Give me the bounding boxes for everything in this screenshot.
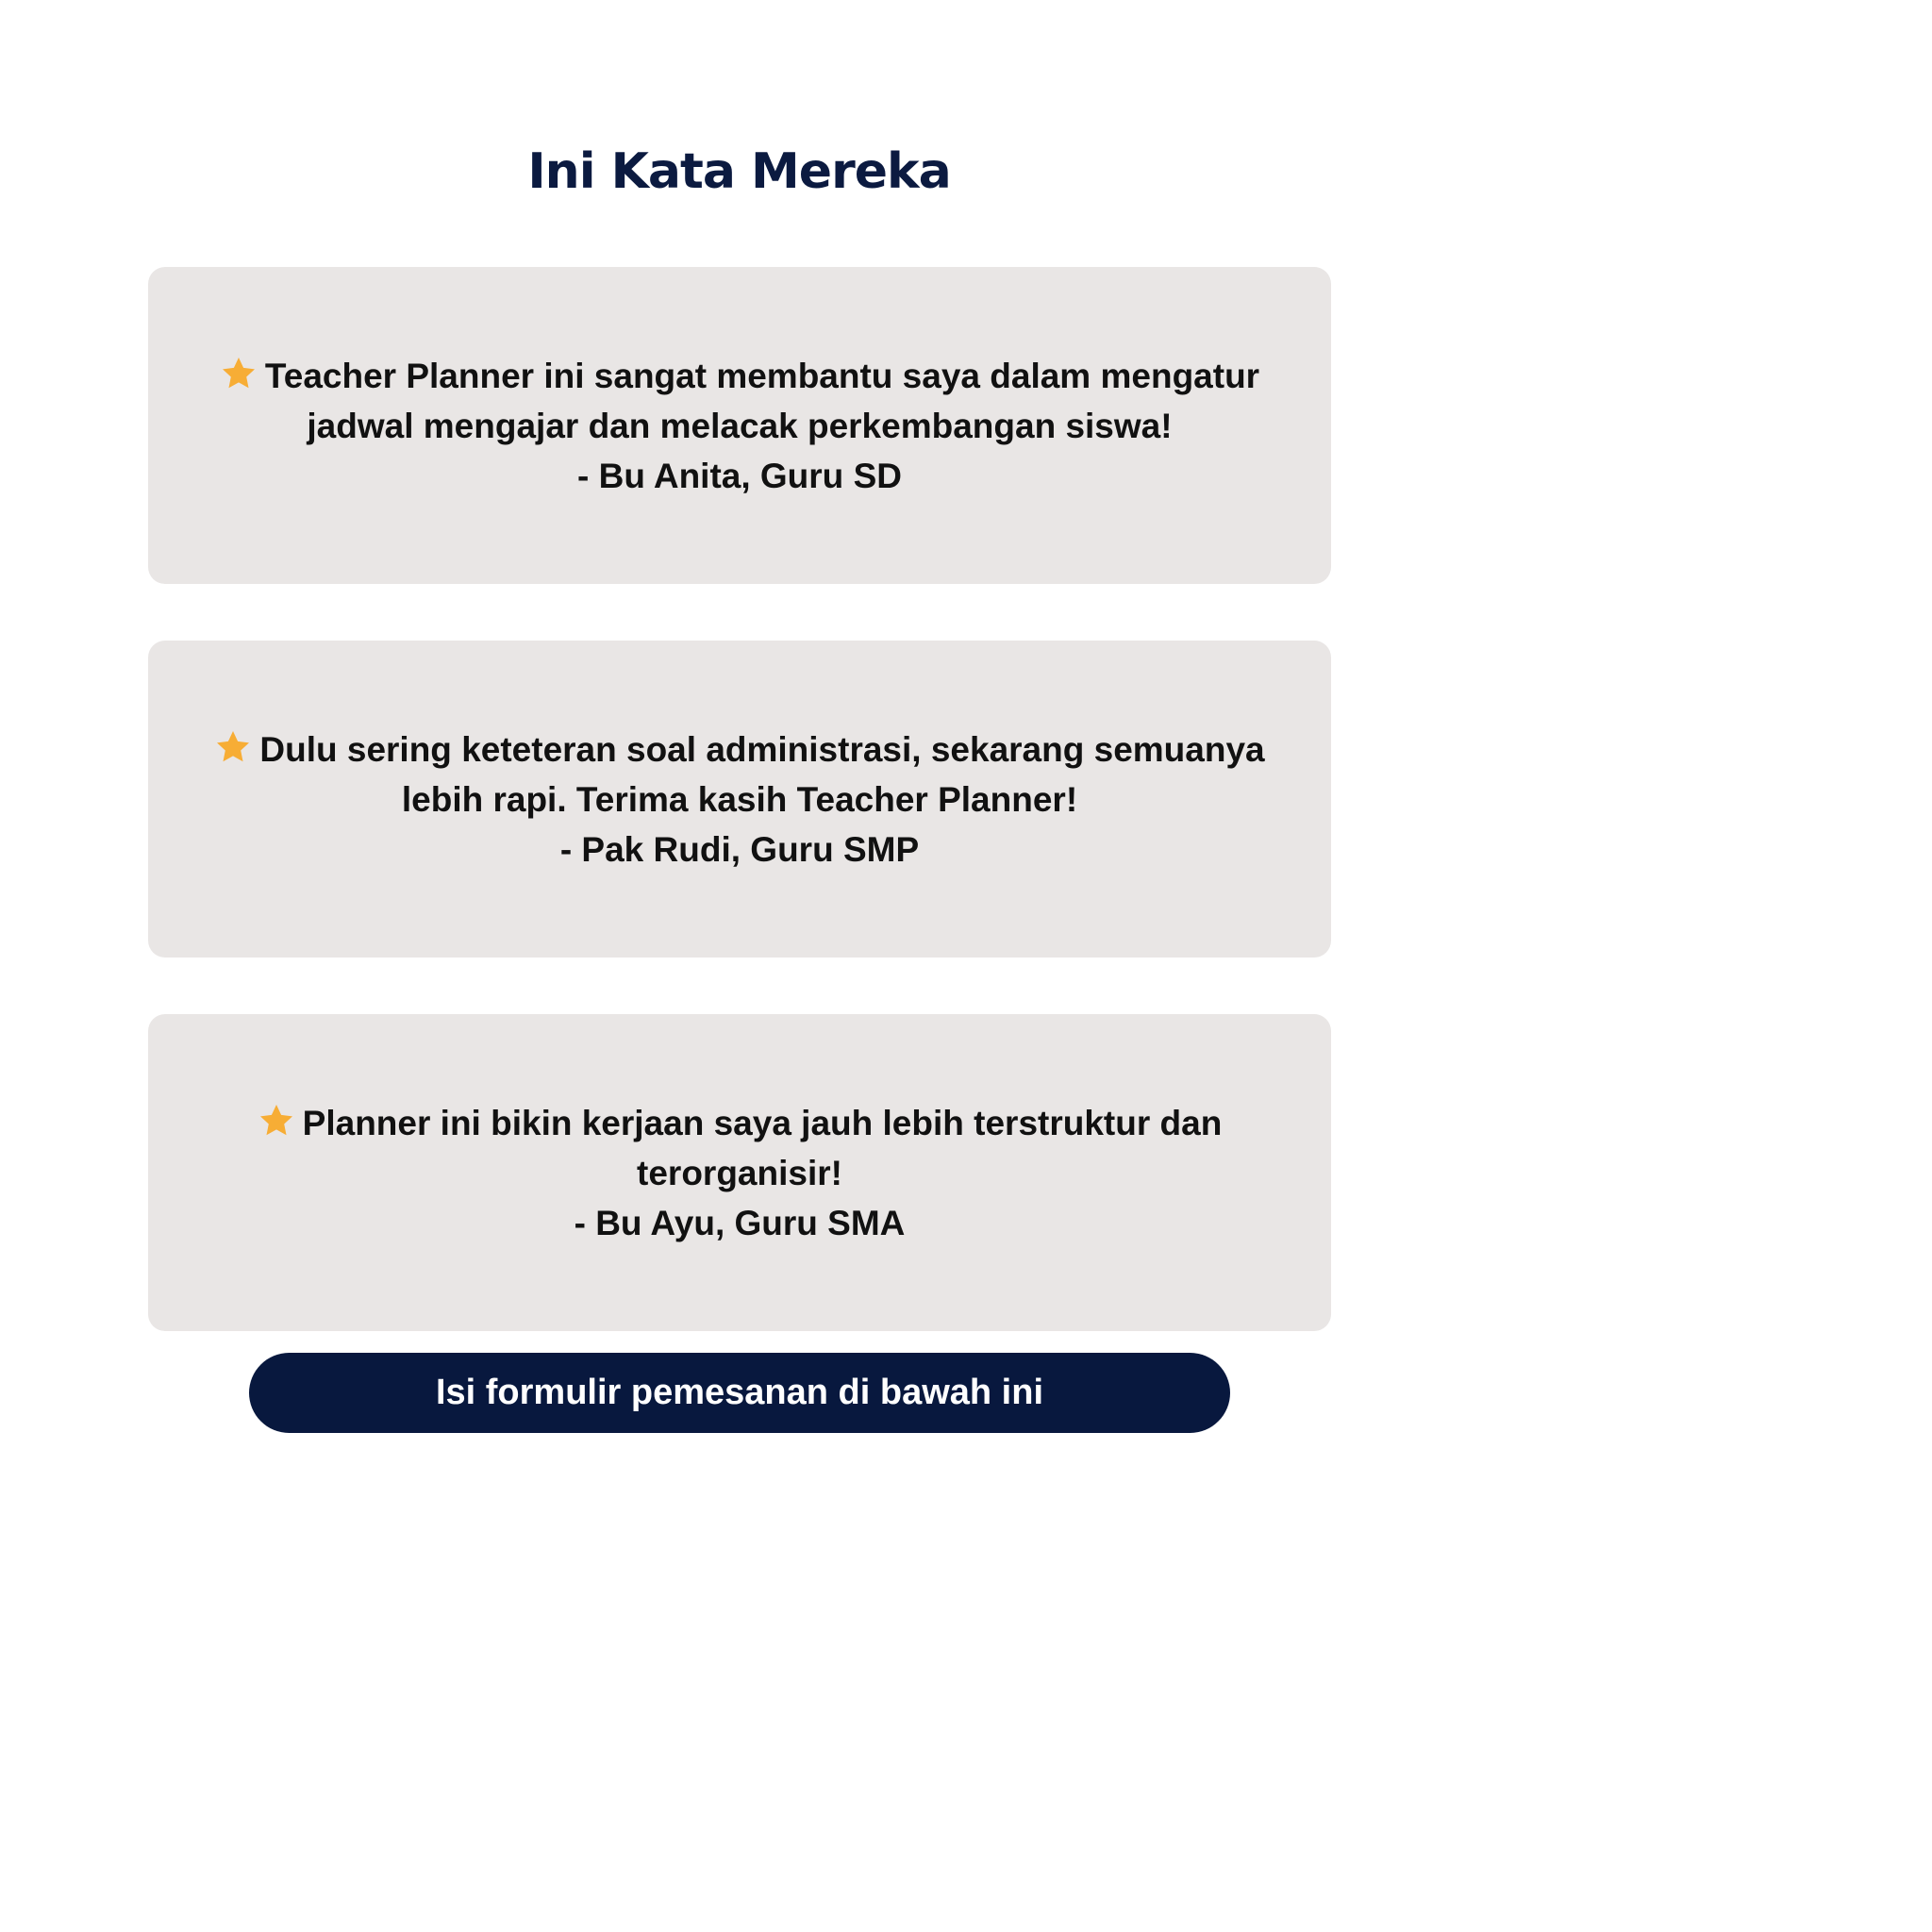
testimonial-card: [148, 1014, 1331, 1331]
testimonial-author: - Pak Rudi, Guru SMP: [559, 829, 920, 869]
star-icon: [258, 1102, 295, 1140]
testimonial-text: [220, 351, 1259, 501]
testimonial-line: Planner ini bikin kerjaan saya jauh lebih terstruktur dan: [302, 1103, 1223, 1142]
testimonial-author: - Bu Ayu, Guru SMA: [574, 1203, 906, 1242]
testimonial-line: lebih rapi. Terima kasih Teacher Planner!: [401, 779, 1078, 819]
testimonial-line: Teacher Planner ini sangat membantu saya dalam mengatur: [264, 356, 1260, 395]
page-title: Ini Kata Mereka: [527, 143, 951, 200]
testimonial-line: Dulu sering keteteran soal administrasi, sekarang semuanya: [259, 729, 1265, 769]
star-icon: [214, 728, 252, 766]
order-form-button[interactable]: Isi formulir pemesanan di bawah ini: [249, 1353, 1230, 1433]
testimonial-text: [258, 1098, 1223, 1248]
star-icon: [220, 355, 258, 392]
testimonial-line: terorganisir!: [637, 1153, 842, 1192]
testimonial-author: - Bu Anita, Guru SD: [577, 456, 902, 495]
testimonial-text: [214, 724, 1264, 874]
testimonial-line: jadwal mengajar dan melacak perkembangan siswa!: [307, 406, 1173, 445]
testimonial-card: [148, 267, 1331, 584]
testimonial-card: [148, 641, 1331, 958]
